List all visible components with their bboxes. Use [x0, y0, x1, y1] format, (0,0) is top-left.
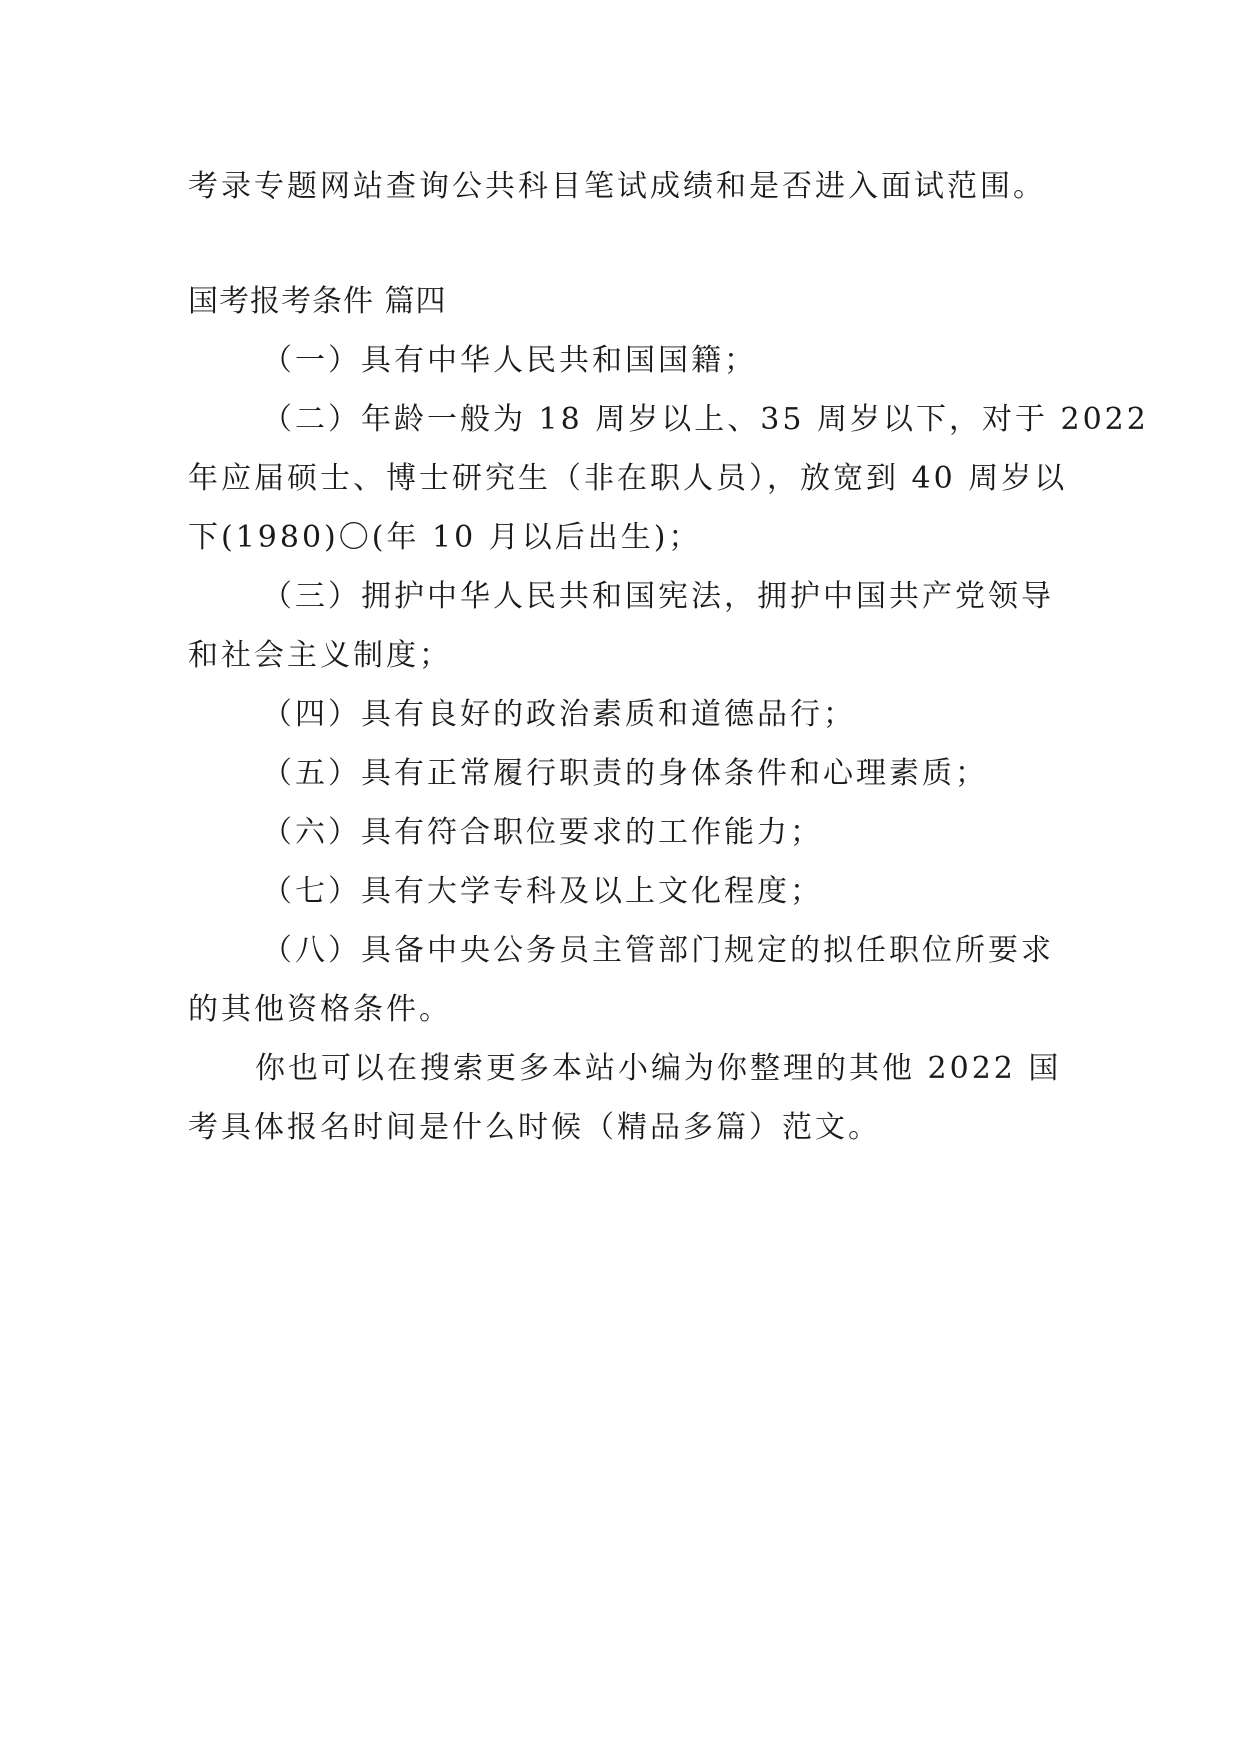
item-1-line-1: （一）具有中华人民共和国国籍； — [262, 343, 757, 378]
item-6-line-1: （六）具有符合职位要求的工作能力； — [262, 815, 823, 850]
closing-line-1: 你也可以在搜索更多本站小编为你整理的其他 2022 国 — [255, 1051, 1062, 1086]
closing-line-2: 考具体报名时间是什么时候（精品多篇）范文。 — [188, 1110, 881, 1145]
item-8-line-2: 的其他资格条件。 — [188, 992, 452, 1027]
item-3-line-2: 和社会主义制度； — [188, 638, 452, 673]
section-title: 国考报考条件 篇四 — [188, 284, 447, 319]
carryover-text: 考录专题网站查询公共科目笔试成绩和是否进入面试范围。 — [188, 169, 1046, 204]
item-8-line-1: （八）具备中央公务员主管部门规定的拟任职位所要求 — [262, 933, 1054, 968]
item-2-line-3: 下(1980)〇(年 10 月以后出生)； — [188, 520, 702, 555]
item-5-line-1: （五）具有正常履行职责的身体条件和心理素质； — [262, 756, 988, 791]
item-7-line-1: （七）具有大学专科及以上文化程度； — [262, 874, 823, 909]
item-2-line-1: （二）年龄一般为 18 周岁以上、35 周岁以下，对于 2022 — [262, 402, 1149, 437]
item-2-line-2: 年应届硕士、博士研究生（非在职人员），放宽到 40 周岁以 — [188, 461, 1068, 496]
item-4-line-1: （四）具有良好的政治素质和道德品行； — [262, 697, 856, 732]
item-3-line-1: （三）拥护中华人民共和国宪法，拥护中国共产党领导 — [262, 579, 1054, 614]
